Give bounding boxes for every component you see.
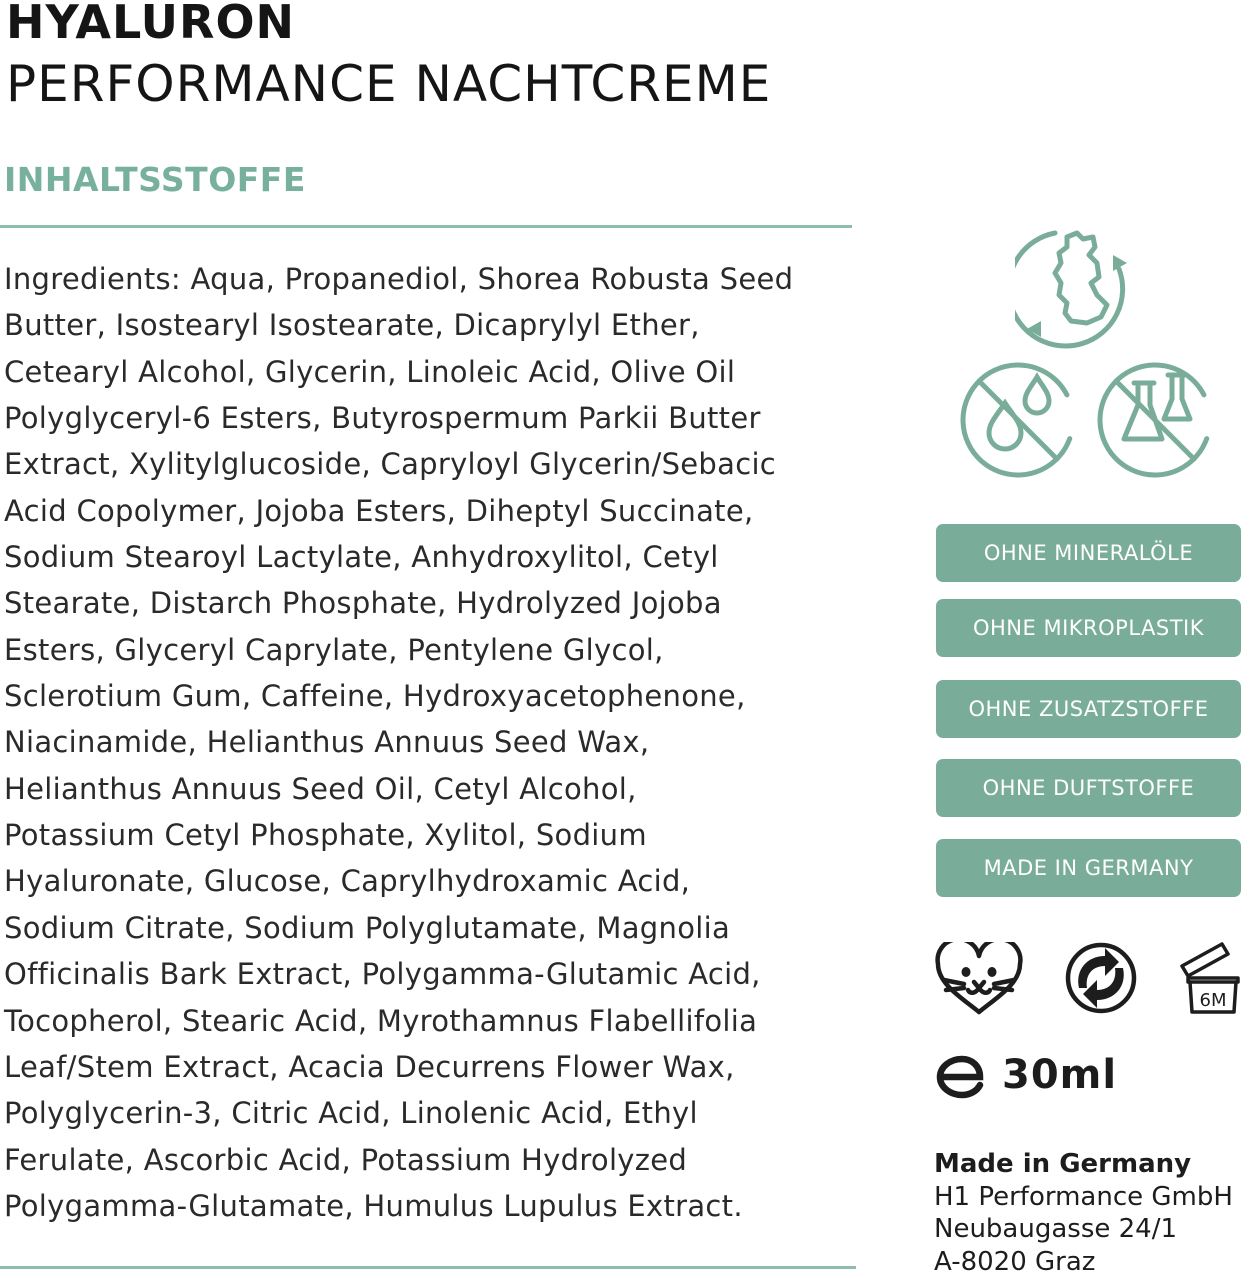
cruelty-free-bunny-heart-icon [934, 942, 1024, 1016]
germany-map-icon [1015, 225, 1139, 349]
ingredients-line: Hyaluronate, Glucose, Caprylhydroxamic Acid, [4, 864, 691, 899]
badge-no-fragrances: OHNE DUFTSTOFFE [936, 759, 1241, 817]
badge-no-microplastics: OHNE MIKROPLASTIK [936, 599, 1241, 657]
company-name: H1 Performance GmbH [934, 1181, 1233, 1212]
ingredients-line: Cetearyl Alcohol, Glycerin, Linoleic Acid, Olive Oil [4, 354, 736, 389]
ingredients-line: Potassium Cetyl Phosphate, Xylitol, Sodium [4, 818, 647, 853]
badge-made-in-germany: MADE IN GERMANY [936, 839, 1241, 897]
street-address: Neubaugasse 24/1 [934, 1214, 1178, 1244]
volume-label: 30ml [1002, 1052, 1118, 1098]
ingredients-line: Helianthus Annuus Seed Oil, Cetyl Alcohol, [4, 771, 637, 806]
ingredients-line: Polyglyceryl-6 Esters, Butyrospermum Parkii Butter [4, 401, 761, 436]
green-dot-recycling-icon [1065, 942, 1137, 1014]
manufacturer-address [934, 1148, 1255, 1278]
ingredients-line: Niacinamide, Helianthus Annuus Seed Wax, [4, 725, 650, 760]
ingredients-line: Sclerotium Gum, Caffeine, Hydroxyacetophenone, [4, 679, 746, 714]
ingredients-heading: INHALTSSTOFFE [4, 160, 306, 199]
ingredients-line: Esters, Glyceryl Caprylate, Pentylene Glycol, [4, 632, 664, 667]
badge-no-mineral-oils: OHNE MINERALÖLE [936, 524, 1241, 582]
ingredients-line: Ingredients: Aqua, Propanediol, Shorea Robusta Seed [4, 262, 794, 296]
bottom-divider [0, 1266, 856, 1269]
made-in-label: Made in Germany [934, 1149, 1192, 1179]
product-title-subtitle: PERFORMANCE NACHTCREME [6, 55, 772, 113]
open-jar-icon [1176, 940, 1255, 1016]
ingredients-line: Acid Copolymer, Jojoba Esters, Diheptyl Succinate, [4, 493, 754, 528]
ingredients-line: Tocopherol, Stearic Acid, Myrothamnus Flabellifolia [4, 1003, 758, 1038]
ingredients-line: Polygamma-Glutamate, Humulus Lupulus Extract. [4, 1188, 743, 1223]
ingredients-line: Ferulate, Ascorbic Acid, Potassium Hydrolyzed [4, 1142, 688, 1177]
badge-no-additives: OHNE ZUSATZSTOFFE [936, 680, 1241, 738]
ingredients-line: Leaf/Stem Extract, Acacia Decurrens Flower Wax, [4, 1049, 735, 1084]
no-chemicals-flask-icon [1094, 359, 1216, 481]
ingredients-line: Polyglycerin-3, Citric Acid, Linolenic Acid, Ethyl [4, 1096, 698, 1131]
ingredients-line: Sodium Stearoyl Lactylate, Anhydroxylitol, Cetyl [4, 540, 719, 575]
heading-divider [0, 225, 852, 228]
ingredients-line: Butter, Isostearyl Isostearate, Dicaprylyl Ether, [4, 308, 700, 343]
ingredients-line: Extract, Xylitylglucoside, Capryloyl Glycerin/Sebacic [4, 447, 777, 482]
ingredients-line: Officinalis Bark Extract, Polygamma-Glutamic Acid, [4, 957, 761, 992]
pao-label: 6M [1199, 990, 1227, 1011]
product-title-bold: HYALURON [6, 0, 296, 49]
estimated-sign-icon [934, 1054, 992, 1100]
ingredients-line: Sodium Citrate, Sodium Polyglutamate, Magnolia [4, 910, 731, 945]
ingredients-line: Stearate, Distarch Phosphate, Hydrolyzed Jojoba [4, 586, 722, 621]
city-address: A-8020 Graz [934, 1246, 1096, 1277]
ingredients-list [4, 256, 864, 1229]
no-oil-drops-icon [957, 359, 1079, 481]
